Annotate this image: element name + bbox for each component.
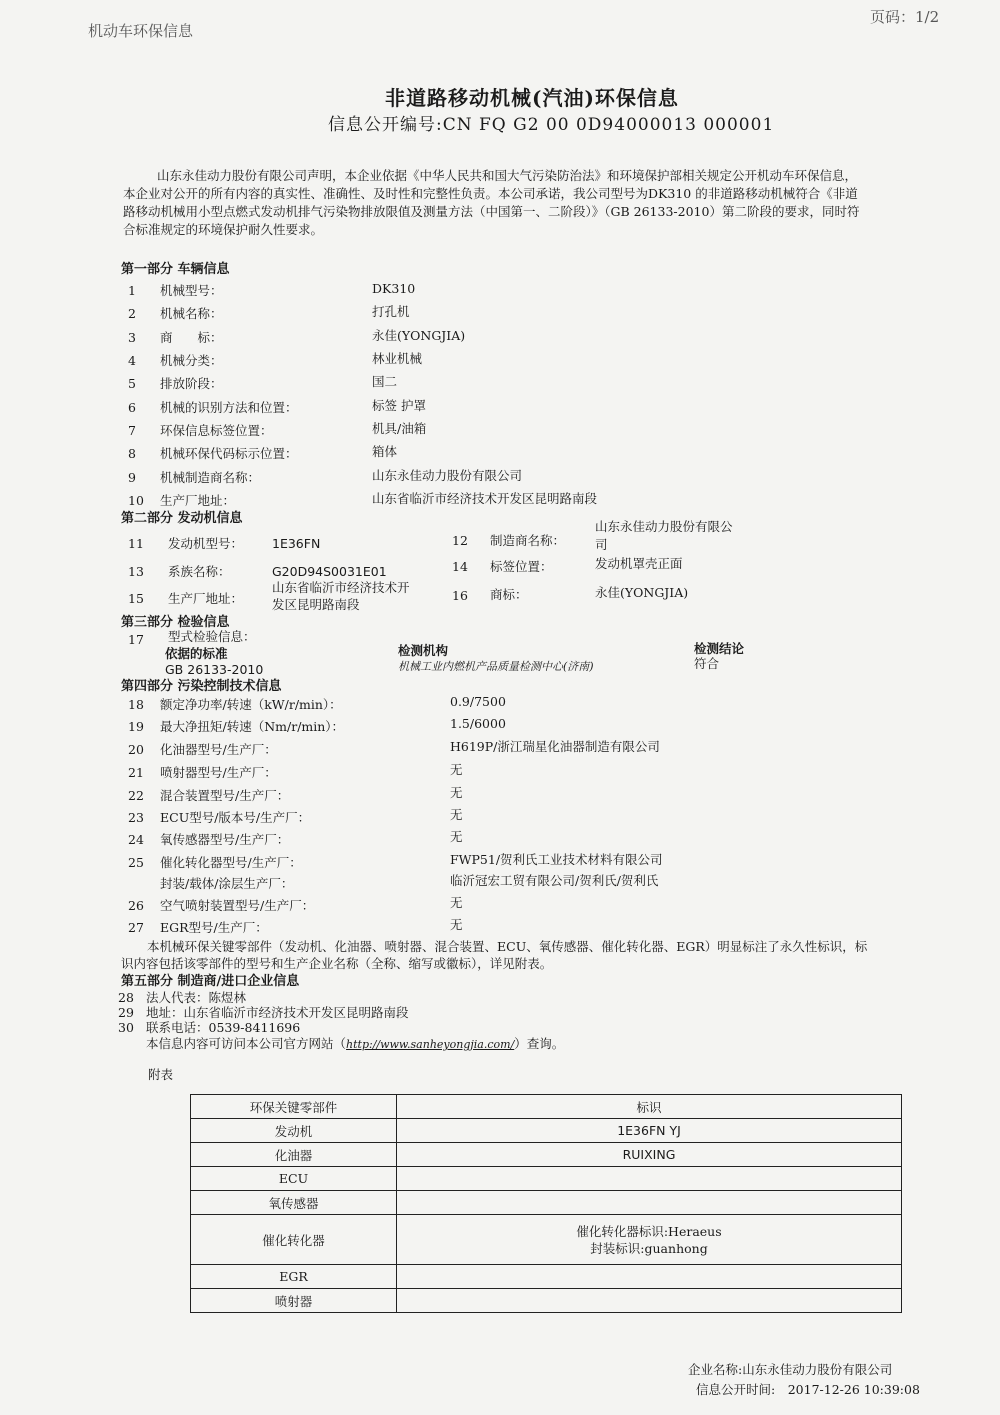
field-value: 箱体 [372,444,398,459]
field-value: 永佳(YONGJIA) [595,585,689,600]
table-row [191,1143,902,1167]
field-value: 无 [450,917,463,932]
part-name: 发动机 [191,1119,397,1143]
field-label: 生产厂地址： [168,591,244,606]
row-number: 16 [452,588,468,603]
part-mark [397,1167,902,1191]
row-number: 30 [118,1020,134,1035]
field-label: 机械制造商名称： [160,470,261,485]
field-value: 无 [450,785,463,800]
part-mark [397,1289,902,1313]
field-label: 化油器型号/生产厂： [160,742,277,757]
field-value: DK310 [372,281,416,296]
field-label: 机械环保代码标示位置： [160,446,298,461]
row-number: 12 [452,533,468,548]
packaging-mark: 封装标识:guanhong [590,1240,708,1256]
row-number: 24 [128,832,144,847]
field-label: 机械型号： [160,283,223,298]
row-number: 8 [128,446,136,461]
field-value: 发动机罩壳正面 [595,556,683,571]
row-number: 6 [128,400,136,415]
field-label: 催化转化器型号/生产厂： [160,855,302,870]
field-label: 氧传感器型号/生产厂： [160,832,290,847]
field-label: 机械名称： [160,306,223,321]
field-value: 无 [450,762,463,777]
part-name: 催化转化器 [191,1215,397,1265]
row-number: 28 [118,990,134,1005]
appendix-label: 附表 [148,1067,174,1082]
website-prefix: 本信息内容可访问本公司官方网站（ [146,1036,347,1051]
part-mark [397,1265,902,1289]
part-mark: 1E36FN YJ [397,1119,902,1143]
field-label: 商标： [490,587,528,602]
field-value: 永佳(YONGJIA) [372,328,466,343]
row-number: 4 [128,353,136,368]
field-value: 山东永佳动力股份有限公司 [372,468,523,483]
field-label: 环保信息标签位置： [160,423,273,438]
section-heading-vehicle: 第一部分 车辆信息 [121,262,230,277]
field-label: 生产厂地址： [160,493,236,508]
row-number: 7 [128,423,136,438]
row-number: 9 [128,470,136,485]
row-number: 23 [128,810,144,825]
statement-line-3: 路移动机械用小型点燃式发动机排气污染物排放限值及测量方法（中国第一、二阶段）》（GB 26133-2010）第二阶段的要求，同时符 [123,204,860,219]
column-header-mark: 标识 [397,1095,902,1119]
page-number: 页码：1/2 [870,8,940,26]
field-value: 山东永佳动力股份有限公 [595,519,733,534]
field-value: 0.9/7500 [450,694,506,709]
row-number: 29 [118,1005,134,1020]
field-value: 无 [450,895,463,910]
disclosure-number: 信息公开编号:CN FQ G2 00 0D94000013 000001 [328,115,775,135]
field-text: 法人代表：陈煜林 [146,990,247,1005]
field-value: 山东省临沂市经济技术开发区昆明路南段 [372,491,598,506]
part-mark [397,1191,902,1215]
row-number: 13 [128,564,144,579]
inspection-agency: 机械工业内燃机产品质量检测中心(济南) [398,660,594,673]
table-row [191,1215,902,1265]
field-value: 国二 [372,374,398,389]
field-value-cont: 发区昆明路南段 [272,597,360,612]
field-value: 1E36FN [272,536,321,551]
statement-line-2: 本企业对公开的所有内容的真实性、准确性、及时性和完整性负责。本公司承诺，我公司型号为DK310 的非道路移动机械符合《非道 [123,186,858,201]
field-label: 最大净扭矩/转速（Nm/r/min）： [160,719,345,734]
field-label: 制造商名称： [490,533,566,548]
document-title: 非道路移动机械(汽油)环保信息 [385,86,679,110]
field-value: 山东省临沂市经济技术开 [272,580,410,595]
page-header-left: 机动车环保信息 [88,22,194,40]
field-label: 型式检验信息： [168,629,256,644]
field-value: 无 [450,807,463,822]
field-label: 发动机型号： [168,536,244,551]
table-row [191,1265,902,1289]
field-text: 地址：山东省临沂市经济技术开发区昆明路南段 [146,1005,409,1020]
column-header-result: 检测结论 [694,641,745,656]
row-number: 15 [128,591,144,606]
company-name: 企业名称:山东永佳动力股份有限公司 [688,1362,893,1377]
field-value: 临沂冠宏工贸有限公司/贺利氏/贺利氏 [450,873,659,888]
part-name: 喷射器 [191,1289,397,1313]
column-header-standard: 依据的标准 [165,646,228,661]
section-heading-manufacturer: 第五部分 制造商/进口企业信息 [121,974,300,989]
inspection-standard: GB 26133-2010 [165,662,264,677]
catalyst-mark: 催化转化器标识:Heraeus [576,1223,722,1239]
field-value: 机具/油箱 [372,421,427,436]
field-value: H619P/浙江瑞星化油器制造有限公司 [450,739,660,754]
row-number: 14 [452,559,468,574]
field-label: 混合装置型号/生产厂： [160,788,290,803]
row-number: 21 [128,765,144,780]
part-name: ECU [191,1167,397,1191]
section-heading-inspection: 第三部分 检验信息 [121,615,230,630]
field-value-cont: 司 [595,537,608,552]
field-label: 系族名称： [168,564,231,579]
field-label: 机械的识别方法和位置： [160,400,298,415]
row-number: 22 [128,788,144,803]
field-value: 标签 护罩 [372,398,426,413]
table-row [191,1167,902,1191]
website-line [146,1036,564,1053]
field-label: 机械分类： [160,353,223,368]
field-label: 标签位置： [490,559,553,574]
statement-line-1: 山东永佳动力股份有限公司声明，本企业依据《中华人民共和国大气污染防治法》和环境保护部相关规定公开机动车环保信息， [157,168,858,183]
row-number: 18 [128,697,144,712]
field-label: EGR型号/生产厂： [160,920,268,935]
part-mark [397,1215,902,1265]
field-value: G20D94S0031E01 [272,564,387,579]
row-number: 19 [128,719,144,734]
table-row [191,1119,902,1143]
section-heading-engine: 第二部分 发动机信息 [121,511,243,526]
website-suffix: ）查询。 [514,1036,565,1051]
table-row [191,1191,902,1215]
row-number: 5 [128,376,136,391]
field-value: 无 [450,829,463,844]
key-parts-note-line-1: 本机械环保关键零部件（发动机、化油器、喷射器、混合装置、ECU、氧传感器、催化转化器、EGR）明显标注了永久性标识，标 [147,939,868,954]
field-value: 林业机械 [372,351,423,366]
key-parts-note-line-2: 识内容包括该零部件的型号和生产企业名称（全称、缩写或徽标），详见附表。 [121,956,553,971]
field-label: 封装/载体/涂层生产厂： [160,876,294,891]
row-number: 10 [128,493,144,508]
field-label: 额定净功率/转速（kW/r/min）： [160,697,342,712]
row-number: 11 [128,536,144,551]
column-header-part: 环保关键零部件 [191,1095,397,1119]
row-number: 17 [128,632,144,647]
row-number: 27 [128,920,144,935]
website-link[interactable]: http://www.sanheyongjia.com/ [346,1038,515,1051]
table-header-row [191,1095,902,1119]
disclosure-time: 信息公开时间: 2017-12-26 10:39:08 [696,1382,920,1397]
row-number: 3 [128,330,136,345]
field-text: 联系电话：0539-8411696 [146,1020,301,1035]
field-label: ECU型号/版本号/生产厂： [160,810,311,825]
table-row [191,1289,902,1313]
row-number: 1 [128,283,136,298]
part-name: EGR [191,1265,397,1289]
inspection-result: 符合 [694,656,720,671]
field-label: 喷射器型号/生产厂： [160,765,277,780]
section-heading-pollution-control: 第四部分 污染控制技术信息 [121,679,282,694]
part-mark: RUIXING [397,1143,902,1167]
field-value: 打孔机 [372,304,410,319]
appendix-table [190,1094,902,1313]
statement-line-4: 合标准规定的环境保护耐久性要求。 [123,222,324,237]
row-number: 26 [128,898,144,913]
part-name: 化油器 [191,1143,397,1167]
field-label: 商 标： [160,330,223,345]
field-value: 1.5/6000 [450,716,506,731]
field-label: 排放阶段： [160,376,223,391]
row-number: 20 [128,742,144,757]
row-number: 2 [128,306,136,321]
part-name: 氧传感器 [191,1191,397,1215]
row-number: 25 [128,855,144,870]
field-label: 空气喷射装置型号/生产厂： [160,898,315,913]
field-value: FWP51/贺利氏工业技术材料有限公司 [450,852,663,867]
column-header-agency: 检测机构 [398,643,449,658]
